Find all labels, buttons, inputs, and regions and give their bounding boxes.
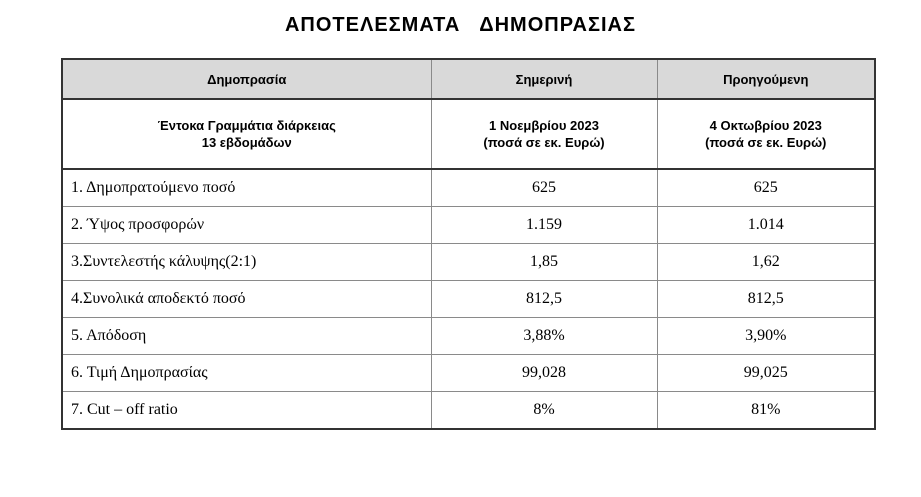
auction-results-table [61,58,876,430]
row-current-value: 8% [431,392,657,430]
subheader-previous [657,99,875,169]
table-row [62,318,875,355]
row-current-value: 1.159 [431,207,657,244]
row-current-value: 3,88% [431,318,657,355]
row-label: 6. Τιμή Δημοπρασίας [62,355,431,392]
subheader-description [62,99,431,169]
row-previous-value: 1.014 [657,207,875,244]
row-current-value: 812,5 [431,281,657,318]
row-label: 3.Συντελεστής κάλυψης(2:1) [62,244,431,281]
header-previous: Προηγούμενη [657,59,875,99]
table-row [62,169,875,207]
table-row [62,207,875,244]
row-current-value: 625 [431,169,657,207]
table-row [62,244,875,281]
row-label: 4.Συνολικά αποδεκτό ποσό [62,281,431,318]
subheader-previous-unit: (ποσά σε εκ. Ευρώ) [705,135,827,150]
subheader-previous-date: 4 Οκτωβρίου 2023 [709,118,822,133]
table-row [62,281,875,318]
row-current-value: 1,85 [431,244,657,281]
row-label: 7. Cut – off ratio [62,392,431,430]
row-label: 1. Δημοπρατούμενο ποσό [62,169,431,207]
row-previous-value: 99,025 [657,355,875,392]
table-row [62,355,875,392]
subheader-description-line: Έντοκα Γραμμάτια διάρκειας [157,118,336,133]
row-current-value: 99,028 [431,355,657,392]
row-previous-value: 3,90% [657,318,875,355]
table-subheader-row [62,99,875,169]
row-previous-value: 625 [657,169,875,207]
subheader-current [431,99,657,169]
row-label: 2. Ύψος προσφορών [62,207,431,244]
table-row [62,392,875,430]
subheader-current-unit: (ποσά σε εκ. Ευρώ) [483,135,605,150]
subheader-description-line: 13 εβδομάδων [201,135,292,150]
row-previous-value: 1,62 [657,244,875,281]
header-current: Σημερινή [431,59,657,99]
page-title: ΑΠΟΤΕΛΕΣΜΑΤΑ ΔΗΜΟΠΡΑΣΙΑΣ [284,14,636,36]
row-previous-value: 81% [657,392,875,430]
subheader-current-date: 1 Νοεμβρίου 2023 [489,118,599,133]
table-header-row [62,59,875,99]
row-label: 5. Απόδοση [62,318,431,355]
row-previous-value: 812,5 [657,281,875,318]
header-auction: Δημοπρασία [62,59,431,99]
